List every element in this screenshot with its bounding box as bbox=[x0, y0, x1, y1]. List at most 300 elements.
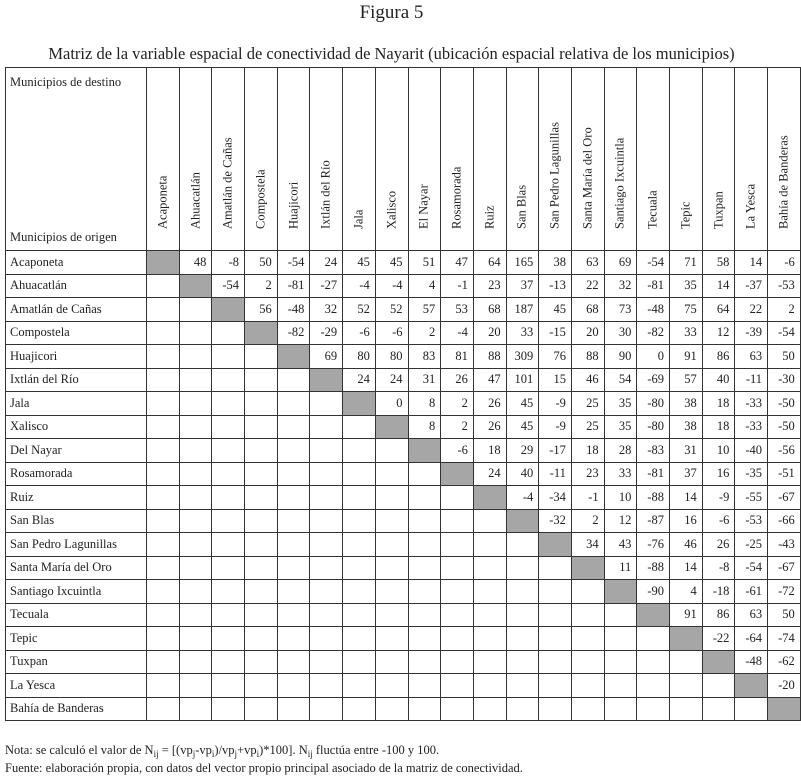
empty-cell bbox=[212, 368, 245, 392]
empty-cell bbox=[310, 439, 343, 463]
empty-cell bbox=[310, 509, 343, 533]
value-cell: -87 bbox=[637, 509, 670, 533]
empty-cell bbox=[375, 580, 408, 604]
value-cell: -11 bbox=[539, 462, 572, 486]
table-row bbox=[6, 509, 801, 533]
empty-cell bbox=[245, 509, 278, 533]
value-cell: -48 bbox=[735, 650, 768, 674]
value-cell: -53 bbox=[735, 509, 768, 533]
source-note: Fuente: elaboración propia, con datos del vector propio principal asociado de la matriz de conectividad. bbox=[5, 761, 523, 775]
row-header: Compostela bbox=[6, 321, 147, 345]
value-cell: -50 bbox=[768, 415, 801, 439]
empty-cell bbox=[179, 580, 212, 604]
empty-cell bbox=[212, 580, 245, 604]
value-cell: -48 bbox=[277, 298, 310, 322]
value-cell: 51 bbox=[408, 251, 441, 275]
column-header-label: Compostela bbox=[253, 169, 268, 229]
notes bbox=[5, 741, 523, 777]
column-header-label: La Yesca bbox=[743, 183, 758, 229]
value-cell: 75 bbox=[670, 298, 703, 322]
empty-cell bbox=[147, 298, 180, 322]
diagonal-cell bbox=[212, 298, 245, 322]
empty-cell bbox=[343, 603, 376, 627]
value-cell: 63 bbox=[571, 251, 604, 275]
column-header bbox=[375, 68, 408, 251]
value-cell: -48 bbox=[637, 298, 670, 322]
note-text: Nota: se calculó el valor de N bbox=[5, 743, 154, 757]
empty-cell bbox=[441, 697, 474, 721]
empty-cell bbox=[310, 674, 343, 698]
diagonal-cell bbox=[637, 603, 670, 627]
value-cell: 0 bbox=[637, 345, 670, 369]
value-cell: 10 bbox=[702, 439, 735, 463]
column-header bbox=[310, 68, 343, 251]
diagonal-cell bbox=[277, 345, 310, 369]
row-header: San Pedro Lagunillas bbox=[6, 533, 147, 557]
table-row bbox=[6, 697, 801, 721]
value-cell: -72 bbox=[768, 580, 801, 604]
empty-cell bbox=[245, 368, 278, 392]
empty-cell bbox=[670, 674, 703, 698]
value-cell: 58 bbox=[702, 251, 735, 275]
value-cell: 57 bbox=[408, 298, 441, 322]
diagonal-cell bbox=[441, 462, 474, 486]
value-cell: -4 bbox=[441, 321, 474, 345]
value-cell: -6 bbox=[441, 439, 474, 463]
table-row bbox=[6, 415, 801, 439]
empty-cell bbox=[441, 509, 474, 533]
diagonal-cell bbox=[375, 415, 408, 439]
table-row bbox=[6, 462, 801, 486]
value-cell: -4 bbox=[375, 274, 408, 298]
empty-cell bbox=[670, 650, 703, 674]
value-cell: 22 bbox=[735, 298, 768, 322]
value-cell: 88 bbox=[473, 345, 506, 369]
empty-cell bbox=[506, 556, 539, 580]
value-cell: 86 bbox=[702, 603, 735, 627]
empty-cell bbox=[179, 298, 212, 322]
empty-cell bbox=[408, 486, 441, 510]
empty-cell bbox=[179, 439, 212, 463]
column-header-label: Tepic bbox=[678, 201, 693, 229]
value-cell: 0 bbox=[375, 392, 408, 416]
value-cell: -88 bbox=[637, 486, 670, 510]
empty-cell bbox=[179, 674, 212, 698]
empty-cell bbox=[245, 392, 278, 416]
value-cell: 73 bbox=[604, 298, 637, 322]
value-cell: 83 bbox=[408, 345, 441, 369]
value-cell: 101 bbox=[506, 368, 539, 392]
empty-cell bbox=[147, 345, 180, 369]
value-cell: -66 bbox=[768, 509, 801, 533]
empty-cell bbox=[408, 603, 441, 627]
column-header bbox=[147, 68, 180, 251]
connectivity-matrix bbox=[5, 67, 801, 721]
value-cell: 14 bbox=[670, 486, 703, 510]
empty-cell bbox=[212, 462, 245, 486]
row-header: Bahía de Banderas bbox=[6, 697, 147, 721]
value-cell: -9 bbox=[702, 486, 735, 510]
value-cell: -82 bbox=[277, 321, 310, 345]
empty-cell bbox=[147, 274, 180, 298]
empty-cell bbox=[179, 321, 212, 345]
table-row bbox=[6, 674, 801, 698]
value-cell: 29 bbox=[506, 439, 539, 463]
diagonal-cell bbox=[539, 533, 572, 557]
value-cell: -76 bbox=[637, 533, 670, 557]
note-sub: j bbox=[234, 749, 238, 759]
column-header-label: Rosamorada bbox=[449, 166, 464, 229]
empty-cell bbox=[277, 486, 310, 510]
value-cell: 11 bbox=[604, 556, 637, 580]
table-row bbox=[6, 580, 801, 604]
value-cell: 26 bbox=[702, 533, 735, 557]
value-cell: 53 bbox=[441, 298, 474, 322]
value-cell: -61 bbox=[735, 580, 768, 604]
value-cell: 33 bbox=[604, 462, 637, 486]
corner-cell bbox=[6, 68, 147, 251]
empty-cell bbox=[441, 533, 474, 557]
value-cell: 34 bbox=[571, 533, 604, 557]
value-cell: 68 bbox=[571, 298, 604, 322]
empty-cell bbox=[539, 650, 572, 674]
empty-cell bbox=[212, 533, 245, 557]
value-cell: 165 bbox=[506, 251, 539, 275]
empty-cell bbox=[408, 627, 441, 651]
empty-cell bbox=[212, 650, 245, 674]
value-cell: 45 bbox=[539, 298, 572, 322]
row-header: Xalisco bbox=[6, 415, 147, 439]
empty-cell bbox=[179, 650, 212, 674]
value-cell: 2 bbox=[768, 298, 801, 322]
column-header bbox=[571, 68, 604, 251]
empty-cell bbox=[277, 627, 310, 651]
empty-cell bbox=[473, 697, 506, 721]
value-cell: 90 bbox=[604, 345, 637, 369]
value-cell: -53 bbox=[768, 274, 801, 298]
empty-cell bbox=[408, 509, 441, 533]
empty-cell bbox=[343, 556, 376, 580]
column-header-label: Huajicori bbox=[286, 181, 301, 229]
empty-cell bbox=[147, 486, 180, 510]
empty-cell bbox=[212, 392, 245, 416]
empty-cell bbox=[277, 368, 310, 392]
empty-cell bbox=[375, 650, 408, 674]
row-header: Tecuala bbox=[6, 603, 147, 627]
empty-cell bbox=[408, 697, 441, 721]
empty-cell bbox=[343, 509, 376, 533]
empty-cell bbox=[735, 697, 768, 721]
column-header-label: Bahía de Banderas bbox=[776, 135, 791, 229]
value-cell: -1 bbox=[441, 274, 474, 298]
empty-cell bbox=[473, 674, 506, 698]
value-cell: 31 bbox=[670, 439, 703, 463]
value-cell: -29 bbox=[310, 321, 343, 345]
empty-cell bbox=[179, 415, 212, 439]
empty-cell bbox=[179, 533, 212, 557]
row-header: Santa María del Oro bbox=[6, 556, 147, 580]
note-text: fluctúa entre -100 y 100. bbox=[312, 743, 440, 757]
value-cell: 309 bbox=[506, 345, 539, 369]
value-cell: 8 bbox=[408, 392, 441, 416]
empty-cell bbox=[408, 650, 441, 674]
value-cell: -83 bbox=[637, 439, 670, 463]
value-cell: 25 bbox=[571, 415, 604, 439]
empty-cell bbox=[212, 627, 245, 651]
value-cell: 68 bbox=[473, 298, 506, 322]
empty-cell bbox=[506, 627, 539, 651]
value-cell: 35 bbox=[604, 415, 637, 439]
empty-cell bbox=[408, 580, 441, 604]
empty-cell bbox=[310, 650, 343, 674]
column-header bbox=[473, 68, 506, 251]
note-sub: i bbox=[256, 749, 260, 759]
empty-cell bbox=[179, 556, 212, 580]
empty-cell bbox=[147, 627, 180, 651]
value-cell: 47 bbox=[473, 368, 506, 392]
empty-cell bbox=[343, 439, 376, 463]
empty-cell bbox=[310, 486, 343, 510]
value-cell: -6 bbox=[768, 251, 801, 275]
table-row bbox=[6, 650, 801, 674]
empty-cell bbox=[670, 697, 703, 721]
empty-cell bbox=[179, 345, 212, 369]
empty-cell bbox=[179, 392, 212, 416]
empty-cell bbox=[147, 580, 180, 604]
table-row bbox=[6, 556, 801, 580]
value-cell: 54 bbox=[604, 368, 637, 392]
note-text: +vp bbox=[237, 743, 257, 757]
value-cell: 24 bbox=[343, 368, 376, 392]
value-cell: 32 bbox=[310, 298, 343, 322]
value-cell: 69 bbox=[310, 345, 343, 369]
value-cell: 45 bbox=[506, 392, 539, 416]
empty-cell bbox=[310, 697, 343, 721]
value-cell: 26 bbox=[473, 415, 506, 439]
empty-cell bbox=[179, 486, 212, 510]
column-header bbox=[670, 68, 703, 251]
value-cell: 46 bbox=[670, 533, 703, 557]
empty-cell bbox=[245, 486, 278, 510]
empty-cell bbox=[212, 603, 245, 627]
empty-cell bbox=[343, 533, 376, 557]
empty-cell bbox=[539, 580, 572, 604]
column-header bbox=[179, 68, 212, 251]
value-cell: 16 bbox=[702, 462, 735, 486]
empty-cell bbox=[310, 556, 343, 580]
value-cell: 18 bbox=[702, 392, 735, 416]
column-header bbox=[441, 68, 474, 251]
value-cell: -34 bbox=[539, 486, 572, 510]
value-cell: -37 bbox=[735, 274, 768, 298]
value-cell: -82 bbox=[637, 321, 670, 345]
destination-label: Municipios de destino bbox=[10, 75, 122, 89]
value-cell: 33 bbox=[670, 321, 703, 345]
value-cell: 24 bbox=[310, 251, 343, 275]
value-cell: 18 bbox=[702, 415, 735, 439]
empty-cell bbox=[473, 556, 506, 580]
column-header bbox=[637, 68, 670, 251]
value-cell: 48 bbox=[179, 251, 212, 275]
column-header bbox=[343, 68, 376, 251]
empty-cell bbox=[604, 627, 637, 651]
value-cell: 45 bbox=[375, 251, 408, 275]
empty-cell bbox=[310, 627, 343, 651]
empty-cell bbox=[408, 674, 441, 698]
empty-cell bbox=[441, 603, 474, 627]
table-row bbox=[6, 603, 801, 627]
empty-cell bbox=[506, 697, 539, 721]
column-header-label: Ixtlán del Río bbox=[318, 160, 333, 229]
value-cell: 2 bbox=[408, 321, 441, 345]
empty-cell bbox=[441, 556, 474, 580]
empty-cell bbox=[571, 627, 604, 651]
table-row bbox=[6, 274, 801, 298]
value-cell: -81 bbox=[637, 462, 670, 486]
value-cell: -62 bbox=[768, 650, 801, 674]
value-cell: 24 bbox=[375, 368, 408, 392]
value-cell: 63 bbox=[735, 603, 768, 627]
column-header-label: Ahuacatlán bbox=[188, 172, 203, 229]
row-header: Del Nayar bbox=[6, 439, 147, 463]
empty-cell bbox=[245, 674, 278, 698]
note-sub: j bbox=[192, 749, 196, 759]
value-cell: 37 bbox=[670, 462, 703, 486]
column-header-label: Amatlán de Cañas bbox=[220, 137, 235, 229]
value-cell: 40 bbox=[506, 462, 539, 486]
empty-cell bbox=[702, 674, 735, 698]
empty-cell bbox=[245, 603, 278, 627]
value-cell: 40 bbox=[702, 368, 735, 392]
value-cell: 91 bbox=[670, 603, 703, 627]
empty-cell bbox=[604, 697, 637, 721]
table-row bbox=[6, 627, 801, 651]
empty-cell bbox=[245, 627, 278, 651]
empty-cell bbox=[604, 603, 637, 627]
empty-cell bbox=[212, 697, 245, 721]
column-header bbox=[212, 68, 245, 251]
empty-cell bbox=[375, 533, 408, 557]
empty-cell bbox=[375, 462, 408, 486]
diagonal-cell bbox=[768, 697, 801, 721]
empty-cell bbox=[408, 556, 441, 580]
value-cell: -67 bbox=[768, 556, 801, 580]
note-text: )/vp bbox=[214, 743, 235, 757]
empty-cell bbox=[310, 462, 343, 486]
empty-cell bbox=[212, 674, 245, 698]
table-row bbox=[6, 392, 801, 416]
row-header: Santiago Ixcuintla bbox=[6, 580, 147, 604]
diagonal-cell bbox=[702, 650, 735, 674]
origin-label: Municipios de origen bbox=[10, 230, 117, 244]
empty-cell bbox=[539, 603, 572, 627]
row-header: Ruiz bbox=[6, 486, 147, 510]
value-cell: -32 bbox=[539, 509, 572, 533]
empty-cell bbox=[473, 650, 506, 674]
empty-cell bbox=[277, 462, 310, 486]
value-cell: 45 bbox=[343, 251, 376, 275]
value-cell: 12 bbox=[702, 321, 735, 345]
column-header-label: El Nayar bbox=[416, 184, 431, 229]
column-header bbox=[604, 68, 637, 251]
table-row bbox=[6, 345, 801, 369]
empty-cell bbox=[147, 533, 180, 557]
value-cell: 26 bbox=[441, 368, 474, 392]
empty-cell bbox=[277, 415, 310, 439]
empty-cell bbox=[277, 580, 310, 604]
value-cell: -56 bbox=[768, 439, 801, 463]
empty-cell bbox=[571, 674, 604, 698]
value-cell: 16 bbox=[670, 509, 703, 533]
empty-cell bbox=[245, 462, 278, 486]
column-header-label: Tecuala bbox=[645, 190, 660, 229]
empty-cell bbox=[310, 580, 343, 604]
value-cell: 56 bbox=[245, 298, 278, 322]
value-cell: 76 bbox=[539, 345, 572, 369]
value-cell: -8 bbox=[702, 556, 735, 580]
empty-cell bbox=[179, 462, 212, 486]
value-cell: 4 bbox=[670, 580, 703, 604]
value-cell: 14 bbox=[735, 251, 768, 275]
value-cell: -43 bbox=[768, 533, 801, 557]
value-cell: 23 bbox=[473, 274, 506, 298]
value-cell: 23 bbox=[571, 462, 604, 486]
value-cell: -33 bbox=[735, 392, 768, 416]
value-cell: -4 bbox=[343, 274, 376, 298]
value-cell: 4 bbox=[408, 274, 441, 298]
value-cell: -6 bbox=[702, 509, 735, 533]
empty-cell bbox=[245, 345, 278, 369]
empty-cell bbox=[408, 462, 441, 486]
row-header: Huajicori bbox=[6, 345, 147, 369]
column-header-label: Santiago Ixcuintla bbox=[612, 137, 627, 229]
column-header bbox=[245, 68, 278, 251]
empty-cell bbox=[506, 580, 539, 604]
empty-cell bbox=[375, 674, 408, 698]
header-row bbox=[6, 68, 801, 251]
row-header: Acaponeta bbox=[6, 251, 147, 275]
column-header-label: Jala bbox=[351, 209, 366, 229]
value-cell: -80 bbox=[637, 392, 670, 416]
empty-cell bbox=[147, 462, 180, 486]
empty-cell bbox=[637, 674, 670, 698]
value-cell: 12 bbox=[604, 509, 637, 533]
value-cell: 63 bbox=[735, 345, 768, 369]
note-sub: i bbox=[211, 749, 215, 759]
value-cell: -22 bbox=[702, 627, 735, 651]
column-header-label: Tuxpan bbox=[711, 191, 726, 229]
value-cell: -54 bbox=[768, 321, 801, 345]
table-row bbox=[6, 251, 801, 275]
note-sub: ij bbox=[307, 749, 313, 759]
value-cell: 22 bbox=[571, 274, 604, 298]
value-cell: 28 bbox=[604, 439, 637, 463]
note-text: = [(vp bbox=[158, 743, 193, 757]
value-cell: 80 bbox=[343, 345, 376, 369]
value-cell: 38 bbox=[670, 415, 703, 439]
value-cell: 91 bbox=[670, 345, 703, 369]
column-header-label: San Pedro Lagunillas bbox=[547, 122, 562, 229]
empty-cell bbox=[277, 674, 310, 698]
diagonal-cell bbox=[735, 674, 768, 698]
value-cell: -88 bbox=[637, 556, 670, 580]
empty-cell bbox=[277, 697, 310, 721]
column-header-label: San Blas bbox=[514, 184, 529, 229]
empty-cell bbox=[179, 368, 212, 392]
empty-cell bbox=[277, 533, 310, 557]
empty-cell bbox=[277, 509, 310, 533]
empty-cell bbox=[245, 533, 278, 557]
